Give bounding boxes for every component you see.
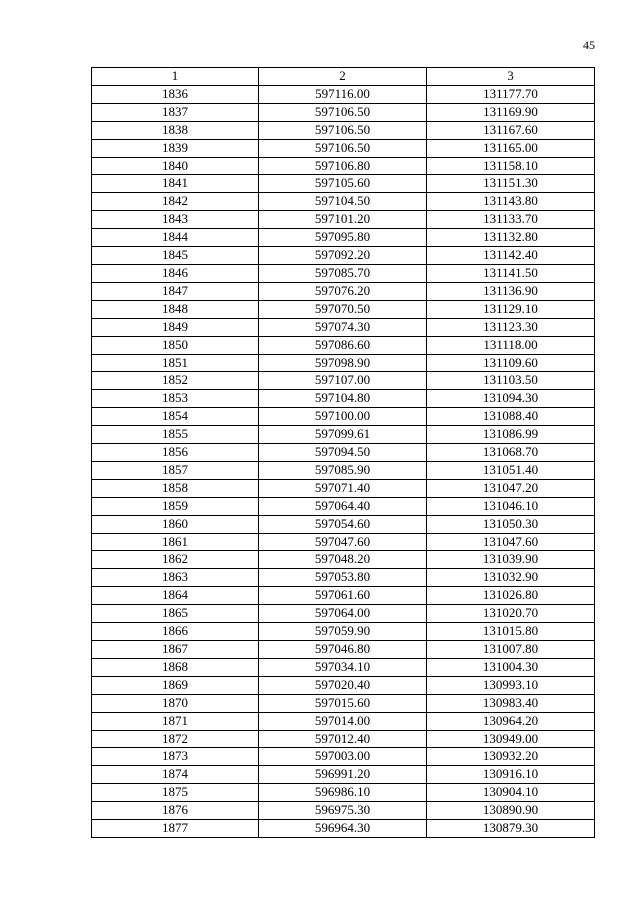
table-cell-col-2: 597071.40 xyxy=(259,479,427,497)
table-row xyxy=(92,748,595,766)
header-row xyxy=(92,68,595,86)
table-row xyxy=(92,694,595,712)
table-row xyxy=(92,569,595,587)
table-cell-col-3: 131094.30 xyxy=(427,390,595,408)
table-cell-col-1: 1842 xyxy=(92,193,259,211)
table-row xyxy=(92,461,595,479)
table-cell-col-1: 1862 xyxy=(92,551,259,569)
table-cell-col-3: 130964.20 xyxy=(427,712,595,730)
table-row xyxy=(92,551,595,569)
table-cell-col-1: 1847 xyxy=(92,282,259,300)
table-cell-col-1: 1875 xyxy=(92,784,259,802)
table-cell-col-3: 131007.80 xyxy=(427,641,595,659)
table-cell-col-2: 597099.61 xyxy=(259,426,427,444)
table-cell-col-3: 131103.50 xyxy=(427,372,595,390)
table-cell-col-2: 597015.60 xyxy=(259,694,427,712)
table-row xyxy=(92,193,595,211)
table-cell-col-3: 131039.90 xyxy=(427,551,595,569)
table-cell-col-3: 130983.40 xyxy=(427,694,595,712)
table-row xyxy=(92,712,595,730)
table-row xyxy=(92,408,595,426)
table-row xyxy=(92,497,595,515)
table-row xyxy=(92,515,595,533)
table-cell-col-2: 597048.20 xyxy=(259,551,427,569)
table-cell-col-2: 597076.20 xyxy=(259,282,427,300)
table-cell-col-1: 1871 xyxy=(92,712,259,730)
table-cell-col-1: 1856 xyxy=(92,444,259,462)
table-row xyxy=(92,247,595,265)
table-row xyxy=(92,820,595,838)
table-cell-col-3: 131129.10 xyxy=(427,300,595,318)
table-cell-col-2: 597104.80 xyxy=(259,390,427,408)
table-cell-col-2: 597074.30 xyxy=(259,318,427,336)
table-cell-col-1: 1863 xyxy=(92,569,259,587)
table-row xyxy=(92,229,595,247)
table-cell-col-2: 596986.10 xyxy=(259,784,427,802)
table-cell-col-1: 1849 xyxy=(92,318,259,336)
table-row xyxy=(92,318,595,336)
table-cell-col-2: 597095.80 xyxy=(259,229,427,247)
table-cell-col-2: 597054.60 xyxy=(259,515,427,533)
table-cell-col-3: 131167.60 xyxy=(427,121,595,139)
table-cell-col-1: 1855 xyxy=(92,426,259,444)
table-cell-col-3: 131051.40 xyxy=(427,461,595,479)
table-cell-col-2: 597101.20 xyxy=(259,211,427,229)
table-cell-col-3: 131047.20 xyxy=(427,479,595,497)
table-cell-col-2: 597064.40 xyxy=(259,497,427,515)
table-row xyxy=(92,336,595,354)
table-cell-col-3: 130949.00 xyxy=(427,730,595,748)
table-cell-col-2: 597046.80 xyxy=(259,641,427,659)
table-cell-col-3: 131142.40 xyxy=(427,247,595,265)
table-cell-col-1: 1838 xyxy=(92,121,259,139)
table-cell-col-3: 131177.70 xyxy=(427,85,595,103)
table-cell-col-1: 1848 xyxy=(92,300,259,318)
table-cell-col-2: 597059.90 xyxy=(259,623,427,641)
table-cell-col-1: 1872 xyxy=(92,730,259,748)
table-cell-col-3: 131032.90 xyxy=(427,569,595,587)
table-cell-col-1: 1876 xyxy=(92,802,259,820)
table-row xyxy=(92,676,595,694)
table-cell-col-2: 597003.00 xyxy=(259,748,427,766)
table-row xyxy=(92,426,595,444)
table-row xyxy=(92,479,595,497)
table-cell-col-1: 1853 xyxy=(92,390,259,408)
table-header xyxy=(92,68,595,86)
table-cell-col-2: 597100.00 xyxy=(259,408,427,426)
table-cell-col-3: 130904.10 xyxy=(427,784,595,802)
table-cell-col-1: 1865 xyxy=(92,605,259,623)
table-row xyxy=(92,533,595,551)
table-cell-col-3: 131143.80 xyxy=(427,193,595,211)
table-cell-col-1: 1839 xyxy=(92,139,259,157)
table-cell-col-1: 1858 xyxy=(92,479,259,497)
table-cell-col-3: 131136.90 xyxy=(427,282,595,300)
table-row xyxy=(92,623,595,641)
table-cell-col-1: 1840 xyxy=(92,157,259,175)
table-cell-col-3: 130932.20 xyxy=(427,748,595,766)
table-cell-col-2: 597053.80 xyxy=(259,569,427,587)
table-cell-col-1: 1868 xyxy=(92,658,259,676)
table-cell-col-1: 1846 xyxy=(92,264,259,282)
table-cell-col-3: 131109.60 xyxy=(427,354,595,372)
table-cell-col-1: 1837 xyxy=(92,103,259,121)
table-cell-col-1: 1873 xyxy=(92,748,259,766)
table-cell-col-2: 597064.00 xyxy=(259,605,427,623)
table-cell-col-1: 1861 xyxy=(92,533,259,551)
column-header-2: 2 xyxy=(259,68,427,86)
table-cell-col-1: 1854 xyxy=(92,408,259,426)
table-cell-col-2: 597014.00 xyxy=(259,712,427,730)
table-cell-col-1: 1850 xyxy=(92,336,259,354)
table-cell-col-1: 1851 xyxy=(92,354,259,372)
table-row xyxy=(92,766,595,784)
table-cell-col-3: 131151.30 xyxy=(427,175,595,193)
table-cell-col-2: 597098.90 xyxy=(259,354,427,372)
table-cell-col-2: 597047.60 xyxy=(259,533,427,551)
table-cell-col-2: 597092.20 xyxy=(259,247,427,265)
table-cell-col-1: 1864 xyxy=(92,587,259,605)
table-cell-col-1: 1867 xyxy=(92,641,259,659)
table-cell-col-1: 1870 xyxy=(92,694,259,712)
table-cell-col-3: 131046.10 xyxy=(427,497,595,515)
table-cell-col-1: 1841 xyxy=(92,175,259,193)
table-cell-col-2: 597085.70 xyxy=(259,264,427,282)
table-cell-col-1: 1866 xyxy=(92,623,259,641)
table-cell-col-3: 131133.70 xyxy=(427,211,595,229)
table-cell-col-2: 597104.50 xyxy=(259,193,427,211)
coordinates-table xyxy=(91,67,595,838)
table-cell-col-2: 597106.50 xyxy=(259,121,427,139)
table-row xyxy=(92,211,595,229)
table-cell-col-3: 131050.30 xyxy=(427,515,595,533)
table-cell-col-2: 597116.00 xyxy=(259,85,427,103)
table-cell-col-2: 597070.50 xyxy=(259,300,427,318)
table-cell-col-3: 131118.00 xyxy=(427,336,595,354)
table-row xyxy=(92,85,595,103)
table-cell-col-1: 1852 xyxy=(92,372,259,390)
table-cell-col-3: 131004.30 xyxy=(427,658,595,676)
table-row xyxy=(92,354,595,372)
table-body xyxy=(92,85,595,837)
table-cell-col-2: 597085.90 xyxy=(259,461,427,479)
table-cell-col-3: 131086.99 xyxy=(427,426,595,444)
table-cell-col-1: 1874 xyxy=(92,766,259,784)
table-cell-col-1: 1869 xyxy=(92,676,259,694)
table-cell-col-3: 131169.90 xyxy=(427,103,595,121)
table-row xyxy=(92,157,595,175)
table-cell-col-2: 597105.60 xyxy=(259,175,427,193)
table-row xyxy=(92,300,595,318)
table-cell-col-2: 597012.40 xyxy=(259,730,427,748)
table-row xyxy=(92,587,595,605)
table-cell-col-2: 597106.80 xyxy=(259,157,427,175)
table-cell-col-3: 130890.90 xyxy=(427,802,595,820)
table-cell-col-1: 1845 xyxy=(92,247,259,265)
table-row xyxy=(92,175,595,193)
table-row xyxy=(92,121,595,139)
table-cell-col-1: 1859 xyxy=(92,497,259,515)
table-cell-col-2: 596991.20 xyxy=(259,766,427,784)
table-cell-col-1: 1860 xyxy=(92,515,259,533)
table-cell-col-1: 1857 xyxy=(92,461,259,479)
table-cell-col-2: 597034.10 xyxy=(259,658,427,676)
table-row xyxy=(92,641,595,659)
table-cell-col-3: 131158.10 xyxy=(427,157,595,175)
table-cell-col-3: 131068.70 xyxy=(427,444,595,462)
table-row xyxy=(92,784,595,802)
table-cell-col-3: 130993.10 xyxy=(427,676,595,694)
table-cell-col-3: 131088.40 xyxy=(427,408,595,426)
table-row xyxy=(92,605,595,623)
table-row xyxy=(92,444,595,462)
table-cell-col-1: 1844 xyxy=(92,229,259,247)
table-row xyxy=(92,264,595,282)
table-cell-col-2: 596964.30 xyxy=(259,820,427,838)
table-row xyxy=(92,730,595,748)
column-header-1: 1 xyxy=(92,68,259,86)
table-row xyxy=(92,372,595,390)
column-header-3: 3 xyxy=(427,68,595,86)
table-cell-col-2: 597094.50 xyxy=(259,444,427,462)
table-cell-col-3: 131123.30 xyxy=(427,318,595,336)
table-cell-col-3: 131165.00 xyxy=(427,139,595,157)
table-cell-col-3: 131020.70 xyxy=(427,605,595,623)
table-cell-col-1: 1877 xyxy=(92,820,259,838)
table-row xyxy=(92,282,595,300)
table-cell-col-2: 597086.60 xyxy=(259,336,427,354)
table-cell-col-2: 597106.50 xyxy=(259,139,427,157)
table-row xyxy=(92,103,595,121)
table-cell-col-2: 597020.40 xyxy=(259,676,427,694)
table-cell-col-2: 597106.50 xyxy=(259,103,427,121)
table-row xyxy=(92,139,595,157)
table-row xyxy=(92,390,595,408)
table-cell-col-2: 596975.30 xyxy=(259,802,427,820)
table-row xyxy=(92,658,595,676)
table-cell-col-1: 1843 xyxy=(92,211,259,229)
table-cell-col-3: 131026.80 xyxy=(427,587,595,605)
table-cell-col-1: 1836 xyxy=(92,85,259,103)
table-cell-col-3: 130879.30 xyxy=(427,820,595,838)
table-cell-col-3: 130916.10 xyxy=(427,766,595,784)
table-row xyxy=(92,802,595,820)
table-cell-col-3: 131015.80 xyxy=(427,623,595,641)
table-cell-col-2: 597061.60 xyxy=(259,587,427,605)
table-cell-col-2: 597107.00 xyxy=(259,372,427,390)
table-cell-col-3: 131132.80 xyxy=(427,229,595,247)
table-cell-col-3: 131047.60 xyxy=(427,533,595,551)
page-number: 45 xyxy=(583,38,595,52)
table-cell-col-3: 131141.50 xyxy=(427,264,595,282)
